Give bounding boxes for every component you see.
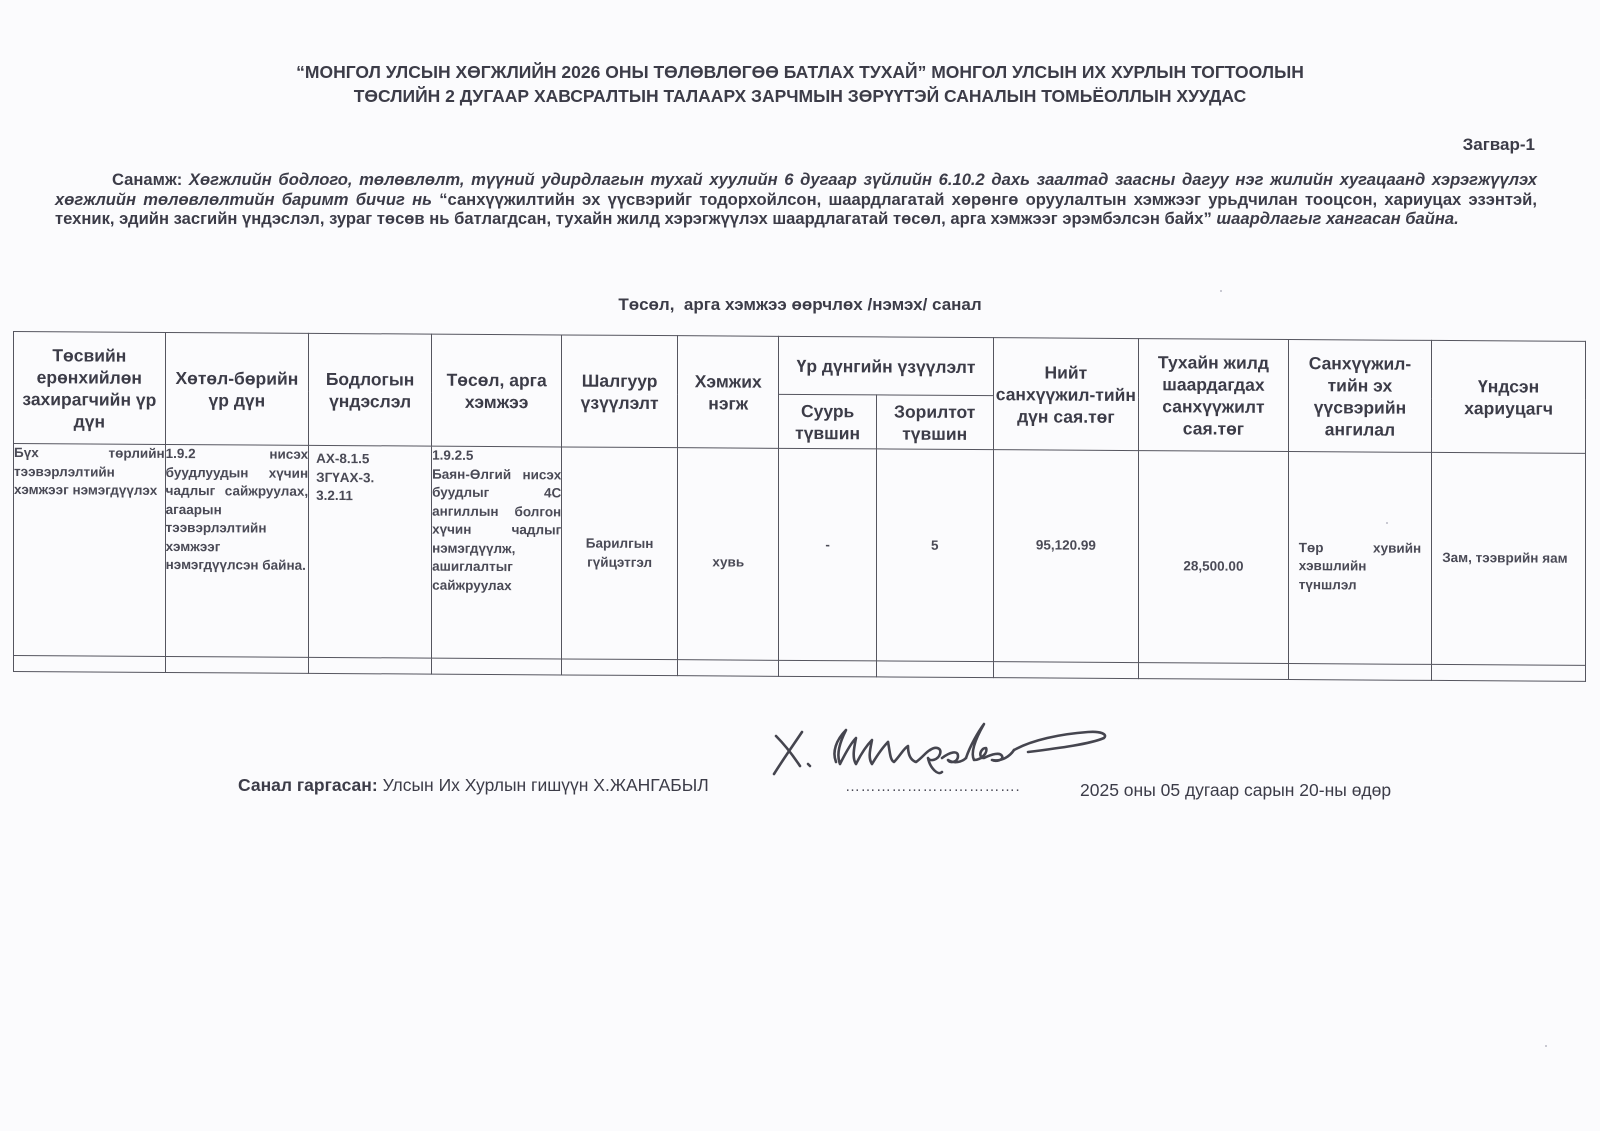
project-code: 1.9.2.5 <box>432 447 474 463</box>
cell-target: 5 <box>876 449 993 662</box>
footer-submitter <box>238 775 709 796</box>
header-project: Төсөл, арга хэмжээ <box>432 334 562 447</box>
header-budget-result: Төсвийн ерөнхийлөн захирагчийн үр дүн <box>14 332 166 445</box>
note-end: шаардлагыг хангасан байна. <box>1216 209 1459 228</box>
note-italic: Хөгжлийн бодлого, төлөвлөлт, түүний удирдлагын тухай хуулийн 6 дугаар зүйлийн 6.10.2 дахь заалтад заасны дагуу нэг жилийн хугацаанд хэрэгжүүлэх хөгжлийн төлөвлөлтийн баримт бичиг нь <box>55 170 1537 209</box>
title-line-2: ТӨСЛИЙН 2 ДУГААР ХАВСРАЛТЫН ТАЛААРХ ЗАРЧМЫН ЗӨРҮҮТЭЙ САНАЛЫН ТОМЬЁОЛЛЫН ХУУДАС <box>353 86 1247 106</box>
header-program-result: Хөтөл-бөрийн үр дүн <box>165 332 308 445</box>
cell-responsible: Зам, тээврийн яам <box>1432 452 1586 665</box>
document-title <box>0 60 1600 108</box>
cell-policy-basis <box>309 445 432 658</box>
cell-indicator: Барилгын гүйцэтгэл <box>562 447 678 660</box>
header-year-funding: Тухайн жилд шаардагдах санхүүжилт сая.төг <box>1139 339 1289 452</box>
proposal-table <box>13 331 1586 682</box>
header-row-1 <box>14 332 1586 400</box>
header-unit: Хэмжих нэгж <box>678 336 779 449</box>
header-baseline: Суурь түвшин <box>779 394 876 449</box>
header-responsible: Үндсэн хариуцагч <box>1432 340 1586 453</box>
cell-funding-source: Төр хувийн хэвшлийн түншлэл <box>1288 452 1431 665</box>
header-policy-basis: Бодлогын үндэслэл <box>309 333 432 446</box>
cell-baseline: - <box>779 448 876 661</box>
header-target: Зорилтот түвшин <box>876 395 993 450</box>
note-quote: “санхүүжилтийн эх үүсвэрийг тодорхойлсон, шаардлагатай хөрөнгө оруулалтын хэмжээг урьдчилан тооцсон, хариуцах эзэнтэй, техник, эдийн засгийн үндэслэл, зураг төсөв нь батлагдсан, тухайн жилд хэрэгжүүлэх шаардлагатай төсөл, арга хэмжээг эрэмбэлсэн байх” <box>55 189 1537 228</box>
policy-ref-2: ЗГҮАХ-3.3.2.11 <box>316 469 375 504</box>
header-indicator: Шалгуур үзүүлэлт <box>562 335 678 448</box>
header-funding-source: Санхүүжил-тийн эх үүсвэрийн ангилал <box>1288 340 1431 453</box>
submission-date: 2025 оны 05 дугаар сарын 20-ны өдөр <box>1080 780 1392 800</box>
header-total-funding: Нийт санхүүжил-тийн дүн сая.төг <box>993 338 1139 451</box>
header-result-group: Үр дүнгийн үзүүлэлт <box>779 336 993 395</box>
signature-line: ……………………………. <box>845 778 1021 795</box>
note-label: Санамж: <box>112 170 183 189</box>
table-row <box>14 444 1586 666</box>
cell-year-funding: 28,500.00 <box>1139 451 1289 664</box>
cell-project <box>432 446 562 659</box>
template-label: Загвар-1 <box>1462 135 1535 154</box>
table-subtitle: Төсөл, арга хэмжээ өөрчлөх /нэмэх/ санал <box>618 295 982 314</box>
submitted-by: Улсын Их Хурлын гишүүн Х.ЖАНГАБЫЛ <box>382 775 709 795</box>
cell-total-funding: 95,120.99 <box>993 450 1139 663</box>
cell-program-result: 1.9.2 нисэх буудлуудын хүчин чадлыг сайжруулах, агаарын тээвэрлэлтийн хэмжээг нэмэгдүүлсэн байна. <box>165 444 308 657</box>
cell-budget-result: Бүх төрлийн тээвэрлэлтийн хэмжээг нэмэгдүүлэх <box>14 444 166 657</box>
title-line-1: “МОНГОЛ УЛСЫН ХӨГЖЛИЙН 2026 ОНЫ ТӨЛӨВЛӨГӨӨ БАТЛАХ ТУХАЙ” МОНГОЛ УЛСЫН ИХ ХУРЛЫН ТОГТООЛЫН <box>296 62 1304 82</box>
submitted-label: Санал гаргасан: <box>238 775 378 795</box>
note-paragraph <box>55 170 1537 229</box>
policy-ref-1: АХ-8.1.5 <box>316 450 370 467</box>
cell-unit: хувь <box>678 448 779 661</box>
project-text: Баян-Өлгий нисэх буудлыг 4С ангиллын болгон хүчин чадлыг нэмэгдүүлж, ашиглалтыг сайжруулах <box>432 466 562 593</box>
